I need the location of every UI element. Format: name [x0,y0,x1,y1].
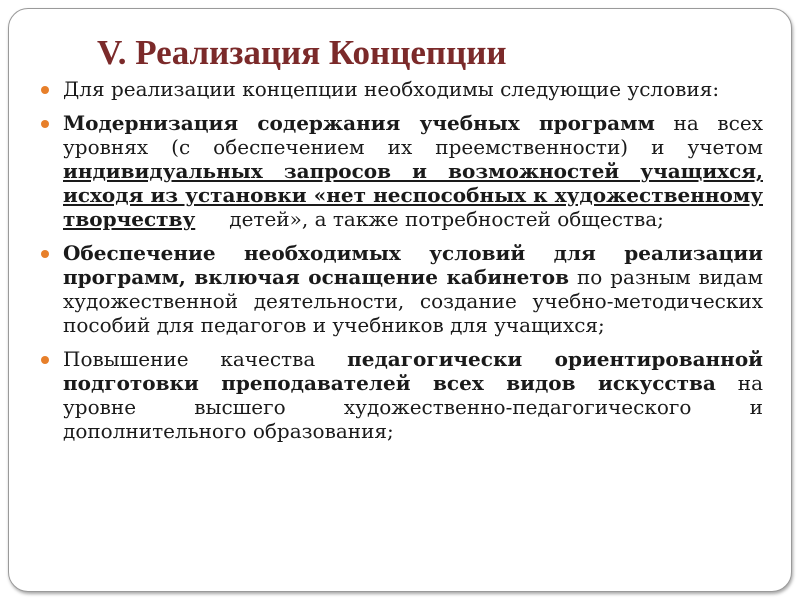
bullet-dot-icon [41,120,49,128]
bullet-text-end: детей», а также потребностей общества; [229,207,664,231]
bullet-bold-text: Обеспечение необходимых условий для реализации программ, включая оснащение кабинетов [63,241,763,289]
bullet-text: по разным видам художественной деятельности, создание учебно-методических пособий для педагогов и учебников для учащихся; [63,265,763,337]
bullet-item-1 [35,77,763,101]
bullet-text: Для реализации концепции необходимы следующие условия: [63,77,720,101]
bullet-emphasis: индивидуальных запросов и возможностей учащихся, исходя из установки «нет неспособных к художественному творчеству [63,159,763,231]
slide-title: V. Реализация Концепции [97,33,507,72]
bullet-item-2 [35,111,763,231]
bullet-dot-icon [41,86,49,94]
bullet-bold-text: педагогически ориентированной подготовки преподавателей всех видов искусства [63,347,763,395]
bullet-item-3 [35,241,763,337]
bullet-bold-text: Модернизация содержания учебных программ [63,111,655,135]
bullet-text: на уровне высшего художественно-педагогического и дополнительного образования; [63,371,763,443]
slide-frame [8,8,792,592]
bullet-item-4 [35,347,763,443]
bullet-list [35,77,763,453]
bullet-dot-icon [41,356,49,364]
bullet-text: на всех уровнях (с обеспечением их преемственности) и учетом [63,111,763,159]
bullet-dot-icon [41,250,49,258]
bullet-text-start: Повышение качества [63,347,348,371]
